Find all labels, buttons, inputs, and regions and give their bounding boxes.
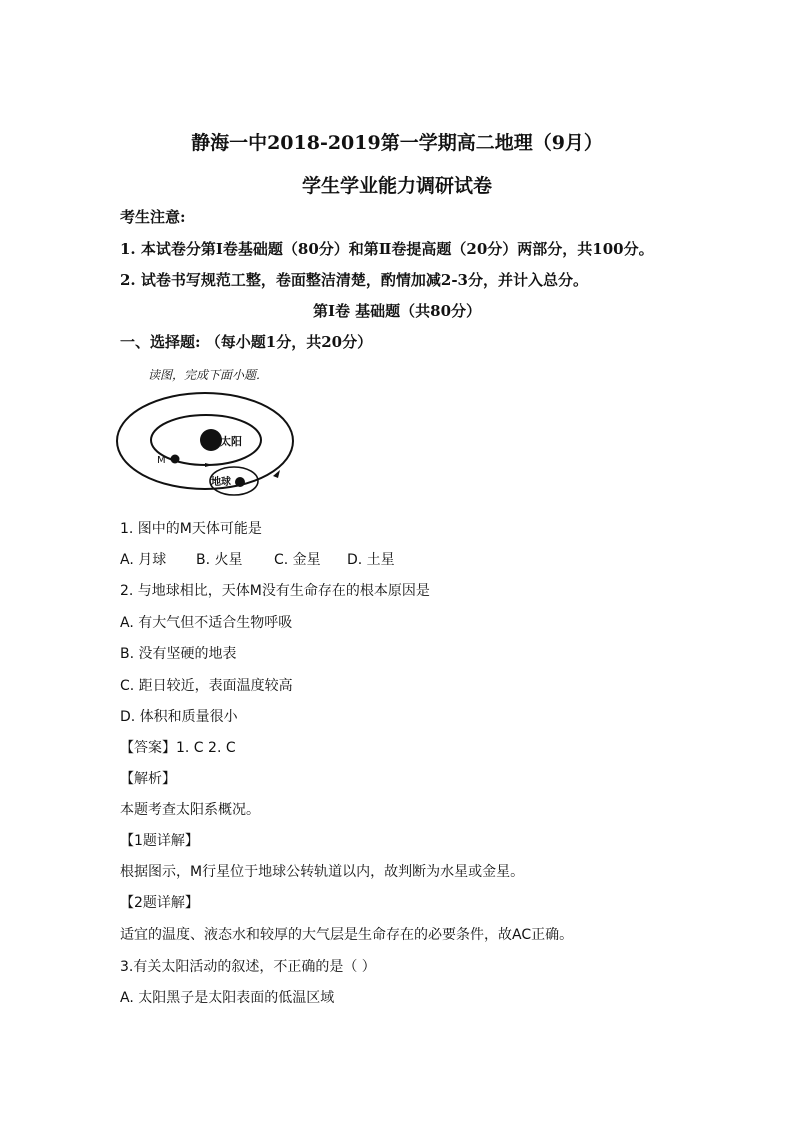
q2-option-c: C. 距日较近，表面温度较高 [120, 678, 293, 694]
question-3-stem: 3.有关太阳活动的叙述，不正确的是（ ） [120, 959, 376, 975]
question-1-stem: 1. 图中的M天体可能是 [120, 521, 262, 537]
answer-line: 【答案】1. C 2. C [120, 740, 236, 756]
q2-option-b: B. 没有坚硬的地表 [120, 646, 237, 662]
section-heading: 第Ⅰ卷 基础题（共80分） [312, 302, 482, 320]
planet-m [171, 455, 180, 464]
exam-subtitle: 学生学业能力调研试卷 [301, 175, 492, 197]
sun-label: 太阳 [220, 435, 242, 448]
sun [200, 429, 222, 451]
q2-option-a: A. 有大气但不适合生物呼吸 [120, 615, 293, 631]
q1-option-c: C. 金星 [274, 552, 321, 568]
analysis-text: 本题考查太阳系概况。 [120, 802, 260, 818]
earth-label: 地球 [211, 477, 231, 488]
part-heading: 一、选择题: （每小题1分，共20分） [120, 333, 373, 351]
analysis-tag: 【解析】 [120, 771, 176, 787]
q3-option-a: A. 太阳黑子是太阳表面的低温区域 [120, 990, 335, 1006]
m-label: M [157, 455, 166, 466]
notice-item-1: 1. 本试卷分第Ⅰ卷基础题（80分）和第Ⅱ卷提高题（20分）两部分，共100分。 [120, 240, 654, 258]
q1-option-d: D. 土星 [347, 552, 395, 568]
notice-item-2: 2. 试卷书写规范工整，卷面整洁清楚，酌情加减2-3分，并计入总分。 [120, 271, 588, 289]
q1-option-b: B. 火星 [196, 552, 243, 568]
exam-title: 静海一中2018-2019第一学期高二地理（9月） [191, 132, 603, 154]
detail-2-text: 适宜的温度、液态水和较厚的大气层是生命存在的必要条件，故AC正确。 [120, 927, 574, 943]
q1-option-a: A. 月球 [120, 552, 167, 568]
notice-heading: 考生注意: [120, 208, 186, 226]
earth [235, 477, 245, 487]
detail-1-tag: 【1题详解】 [120, 833, 199, 849]
detail-1-text: 根据图示，M行星位于地球公转轨道以内，故判断为水星或金星。 [120, 864, 525, 880]
question-2-stem: 2. 与地球相比，天体M没有生命存在的根本原因是 [120, 583, 430, 599]
figure-instruction: 读图，完成下面小题． [148, 368, 269, 382]
detail-2-tag: 【2题详解】 [120, 895, 199, 911]
solar-system-diagram [116, 384, 316, 504]
q2-option-d: D. 体积和质量很小 [120, 709, 238, 725]
orbit-arrow-m [205, 463, 213, 467]
